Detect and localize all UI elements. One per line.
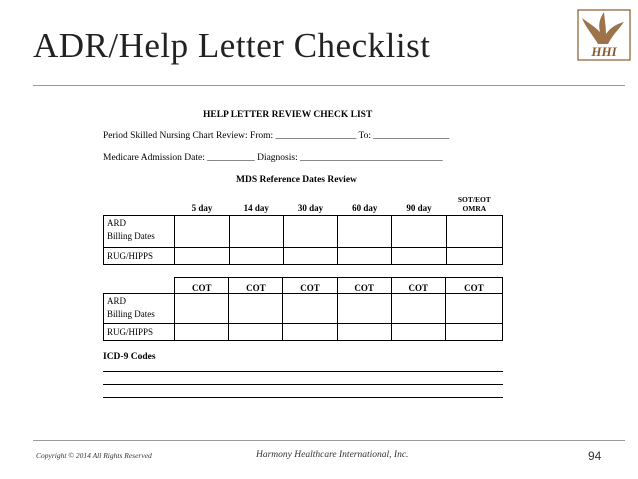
table-cell[interactable]	[392, 215, 446, 247]
table-cell[interactable]	[229, 247, 283, 264]
table-cell[interactable]	[283, 215, 337, 247]
table-cell[interactable]	[337, 324, 391, 341]
table-cell[interactable]	[337, 294, 391, 324]
table-cell[interactable]	[229, 215, 283, 247]
column-header: 30 day	[297, 202, 324, 213]
column-header: COT	[445, 278, 502, 294]
icd-entry-line[interactable]	[103, 397, 503, 399]
slide-title: ADR/Help Letter Checklist	[33, 26, 431, 65]
table-cell[interactable]	[445, 294, 502, 324]
column-header: COT	[229, 278, 283, 294]
copyright-text: Copyright © 2014 All Rights Reserved	[36, 451, 152, 460]
column-header: COT	[175, 278, 229, 294]
column-header: 14 day	[243, 202, 269, 213]
table-cell[interactable]	[392, 247, 446, 264]
row-label: RUG/HIPPS	[104, 247, 175, 264]
bottom-divider	[33, 440, 625, 441]
row-label: ARD	[107, 296, 127, 306]
row-label: RUG/HIPPS	[104, 324, 175, 341]
table-cell[interactable]	[175, 324, 229, 341]
row-label: Billing Dates	[107, 309, 155, 319]
column-header: 90 day	[406, 202, 432, 213]
table-cell[interactable]	[229, 324, 283, 341]
mds-heading: MDS Reference Dates Review	[236, 175, 357, 185]
row-label-ard-billing	[104, 294, 175, 324]
table-cell[interactable]	[446, 247, 502, 264]
hhi-logo	[574, 4, 634, 64]
form-heading: HELP LETTER REVIEW CHECK LIST	[203, 110, 373, 120]
table-cell[interactable]	[283, 324, 337, 341]
top-divider	[33, 85, 625, 86]
page-number: 94	[588, 449, 602, 463]
admission-line: Medicare Admission Date: __________ Diagnosis: ______________________________	[103, 153, 443, 163]
column-header: 60 day	[352, 202, 378, 213]
column-header: COT	[391, 278, 445, 294]
row-label: ARD	[107, 217, 127, 228]
cot-table	[103, 277, 503, 341]
column-header: SOT/EOT OMRA	[457, 194, 491, 213]
company-name: Harmony Healthcare International, Inc.	[256, 450, 409, 460]
column-header: COT	[283, 278, 337, 294]
icd-entry-line[interactable]	[103, 384, 503, 386]
table-cell[interactable]	[175, 215, 229, 247]
row-label-ard-billing	[104, 215, 175, 247]
table-cell[interactable]	[445, 324, 502, 341]
column-header: 5 day	[191, 202, 213, 213]
icd-heading: ICD-9 Codes	[103, 352, 156, 362]
icd-entry-line[interactable]	[103, 371, 503, 373]
table-cell[interactable]	[175, 247, 229, 264]
row-label: Billing Dates	[107, 230, 155, 241]
table-cell[interactable]	[283, 247, 337, 264]
period-line: Period Skilled Nursing Chart Review: From: _________________ To: ________________	[103, 131, 450, 141]
table-cell[interactable]	[338, 215, 392, 247]
table-cell[interactable]	[283, 294, 337, 324]
table-cell[interactable]	[338, 247, 392, 264]
table-cell[interactable]	[446, 215, 502, 247]
table-cell[interactable]	[229, 294, 283, 324]
table-cell[interactable]	[391, 324, 445, 341]
table-cell[interactable]	[175, 294, 229, 324]
logo-text: HHI	[591, 44, 617, 59]
table-cell[interactable]	[391, 294, 445, 324]
column-header: COT	[337, 278, 391, 294]
mds-reference-table	[103, 192, 503, 265]
